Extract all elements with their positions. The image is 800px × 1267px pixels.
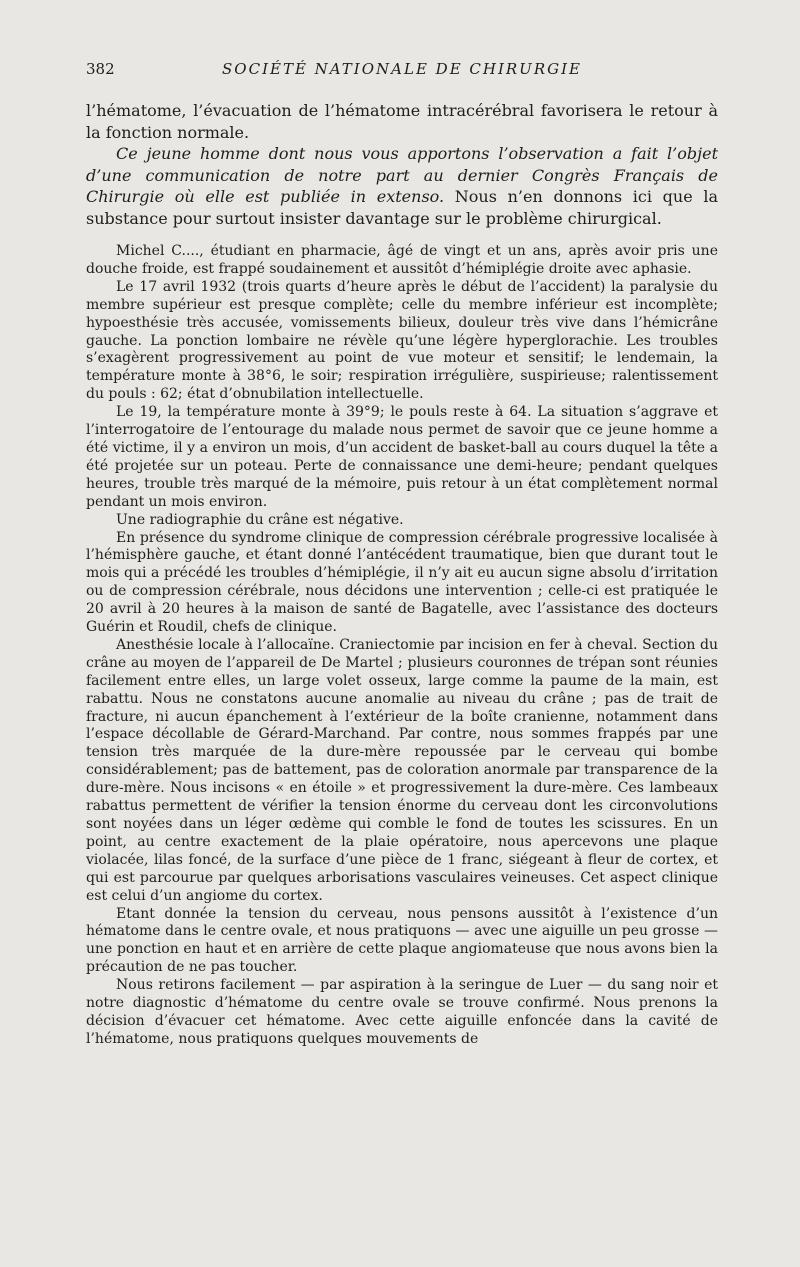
observation-paragraph: Le 17 avril 1932 (trois quarts d’heure après le début de l’accident) la paralysie du membre supérieur est presque complète; celle du membre inférieur est incomplète; hypoesthésie très accusée, vomissements bilieux, douleur très vive dans l’hémicrâne gauche. La ponction lombaire ne révèle qu’une légère hyperglorachie. Les troubles s’exagèrent progressivement au point de vue moteur et sensitif; le lendemain, la température monte à 38°6, le soir; respiration irrégulière, suspirieuse; ralentissement du pouls : 62; état d’obnubilation intellectuelle. — [86, 278, 718, 403]
running-title: SOCIÉTÉ NATIONALE DE CHIRURGIE — [222, 60, 582, 78]
observation-paragraph: Une radiographie du crâne est négative. — [116, 511, 404, 528]
intro-plain-text: Nous n’en donnons ici que la substance pour surtout insister davantage sur le problème chirurgical. — [86, 187, 718, 228]
observation-paragraph: Michel C...., étudiant en pharmacie, âgé de vingt et un ans, après avoir pris une douche froide, est frappé soudainement et aussitôt d’hémiplégie droite avec aphasie. — [86, 243, 718, 277]
page-number: 382 — [86, 60, 115, 78]
intro-italic-text: Ce jeune homme dont nous vous apportons l’observation a fait l’objet d’une communication de notre part au dernier Congrès Français de Chirurgie où elle est publiée in extenso. — [86, 144, 718, 206]
observation-paragraph: Etant donnée la tension du cerveau, nous pensons aussitôt à l’existence d’un hématome dans le centre ovale, et nous pratiquons — avec une aiguille un peu grosse — une ponction en haut et en arrière de cette plaque angiomateuse que nous avons bien la précaution de ne pas toucher. — [86, 905, 718, 976]
page-body — [86, 100, 718, 1049]
observation-paragraph: Anesthésie locale à l’allocaïne. Craniectomie par incision en fer à cheval. Section du crâne au moyen de l’appareil de De Martel ; plusieurs couronnes de trépan sont réunies facilement entre elles, un large volet osseux, large comme la paume de la main, est rabattu. Nous ne constatons aucune anomalie au niveau du crâne ; pas de trait de fracture, ni aucun épanchement à l’extérieur de la boîte cranienne, notamment dans l’espace décollable de Gérard-Marchand. Par contre, nous sommes frappés par une tension très marquée de la dure-mère repoussée par le cerveau qui bombe considérablement; pas de battement, pas de coloration anormale par transparence de la dure-mère. Nous incisons « en étoile » et progressivement la dure-mère. Ces lambeaux rabattus permettent de vérifier la tension énorme du cerveau dont les circonvolutions sont noyées dans un léger œdème qui comble le fond de toutes les scissures. En un point, au centre exactement de la plaie opératoire, nous apercevons une plaque violacée, lilas foncé, de la surface d’une pièce de 1 franc, siégeant à fleur de cortex, et qui est parcourue par quelques arborisations vasculaires veineuses. Cet aspect clinique est celui d’un angiome du cortex. — [86, 636, 718, 904]
observation-paragraph: Le 19, la température monte à 39°9; le pouls reste à 64. La situation s’aggrave et l’interrogatoire de l’entourage du malade nous permet de savoir que ce jeune homme a été victime, il y a environ un mois, d’un accident de basket-ball au cours duquel la tête a été projetée sur un poteau. Perte de connaissance une demi-heure; pendant quelques heures, trouble très marqué de la mémoire, puis retour à un état complètement normal pendant un mois environ. — [86, 404, 718, 510]
observation-paragraph: En présence du syndrome clinique de compression cérébrale progressive localisée à l’hémisphère gauche, et étant donné l’antécédent traumatique, bien que durant tout le mois qui a précédé les troubles d’hémiplégie, il n’y ait eu aucun signe absolu d’irritation ou de compression cérébrale, nous décidons une intervention ; celle-ci est pratiquée le 20 avril à 20 heures à la maison de santé de Bagatelle, avec l’assistance des docteurs Guérin et Roudil, chefs de clinique. — [86, 529, 718, 636]
page-header — [86, 60, 718, 86]
intro-paragraph-1: l’hématome, l’évacuation de l’hématome intracérébral favorisera le retour à la fonction normale. — [86, 101, 718, 142]
observation-paragraph: Nous retirons facilement — par aspiration à la seringue de Luer — du sang noir et notre diagnostic d’hématome du centre ovale se trouve confirmé. Nous prenons la décision d’évacuer cet hématome. Avec cette aiguille enfoncée dans la cavité de l’hématome, nous pratiquons quelques mouvements de — [86, 977, 718, 1047]
intro-paragraph-2 — [86, 143, 718, 229]
